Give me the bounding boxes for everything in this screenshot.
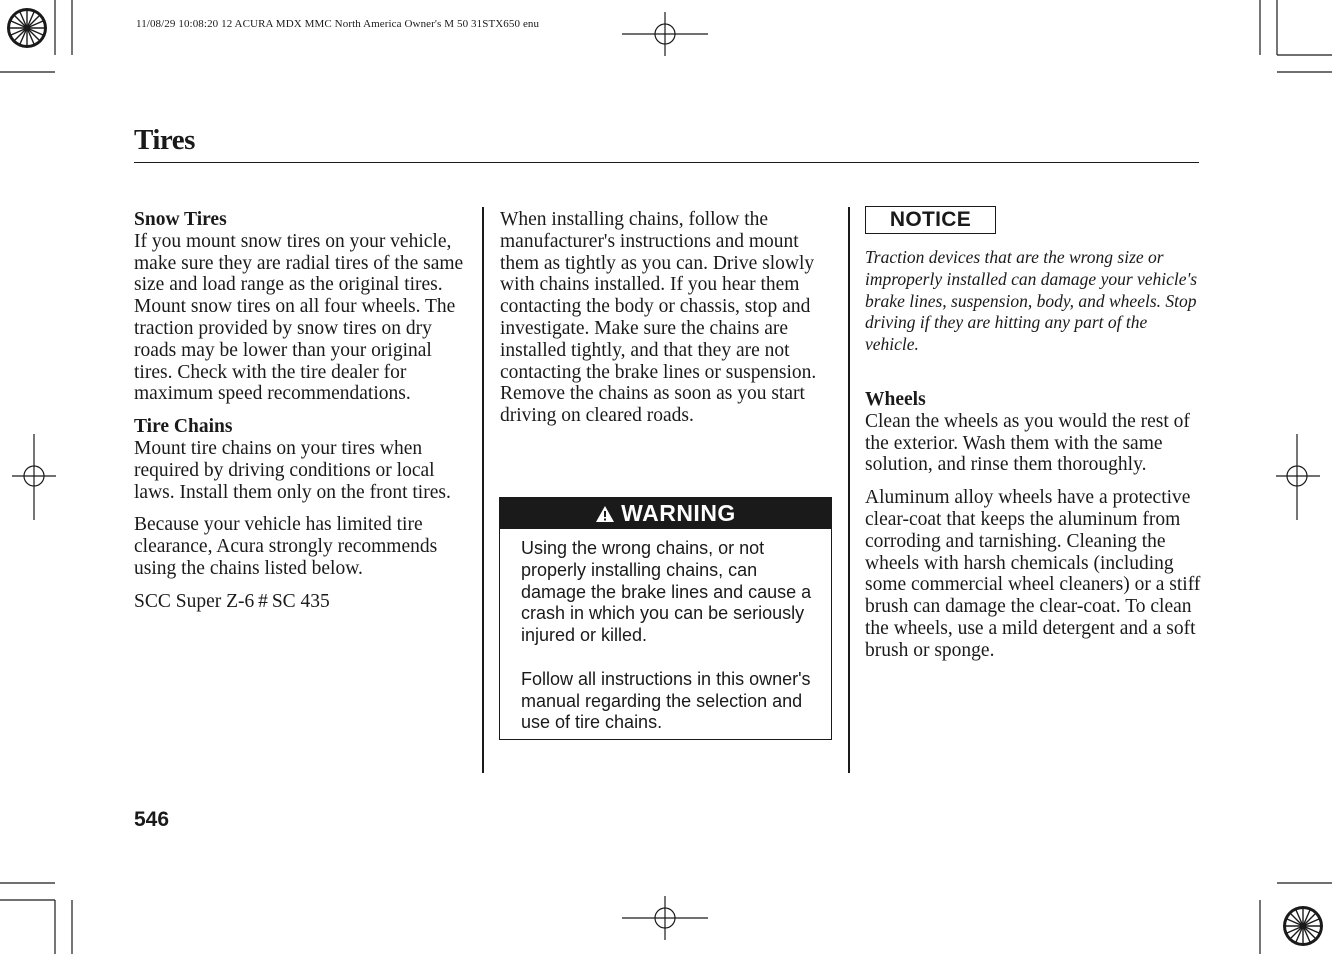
notice-label: NOTICE (865, 206, 996, 234)
install-chains-paragraph: When installing chains, follow the manufacturer's instructions and mount them as tightly as you can. Drive slowly with chains installed. If you hear them contacting the body or chassis, stop and investigate. Make sure the chains are installed tightly, and that they are not contacting the brake lines or suspension. Remove the chains as soon as you start driving on cleared roads. (500, 209, 817, 427)
warning-body (500, 529, 831, 734)
column-divider-1 (482, 207, 484, 773)
title-rule (134, 162, 1199, 163)
print-job-header: 11/08/29 10:08:20 12 ACURA MDX MMC North America Owner's M 50 31STX650 enu (136, 18, 540, 30)
wheels-body-1: Clean the wheels as you would the rest of the exterior. Wash them with the same solution, and rinse them thoroughly. (865, 410, 1190, 476)
tire-chains-body: Mount tire chains on your tires when required by driving conditions or local laws. Install them only on the front tires. (134, 437, 451, 503)
notice-text: Traction devices that are the wrong size or improperly installed can damage your vehicle's brake lines, suspension, body, and wheels. Stop driving if they are hitting any part of the vehicle. (865, 247, 1198, 355)
warning-text-2: Follow all instructions in this owner's manual regarding the selection and use of tire chains. (521, 668, 811, 733)
wheels-heading: Wheels (865, 389, 926, 410)
starburst-mark-top-left (7, 8, 47, 48)
starburst-mark-bottom-right (1283, 906, 1323, 946)
tire-chains-section (134, 416, 474, 503)
warning-box (499, 497, 832, 740)
warning-header (500, 498, 831, 529)
page-number: 546 (134, 808, 170, 831)
wheels-body-2: Aluminum alloy wheels have a protective clear-coat that keeps the aluminum from corroding and tarnishing. Cleaning the wheels with harsh chemicals (including some commercial wheel cleaners) or a stiff brush can damage the clear-coat. To clean the wheels, use a mild detergent and a soft brush or sponge. (865, 487, 1201, 661)
column-divider-2 (848, 207, 850, 773)
warning-text-1: Using the wrong chains, or not properly installing chains, can damage the brake lines and cause a crash in which you can be seriously injured or killed. (521, 538, 812, 646)
snow-tires-body: If you mount snow tires on your vehicle, make sure they are radial tires of the same size and load range as the original tires. Mount snow tires on all four wheels. The traction provided by snow tires on dry roads may be lower than your original tires. Check with the tire dealer for maximum speed recommendations. (134, 230, 464, 405)
column-left (134, 209, 474, 613)
chain-model: SCC Super Z-6 # SC 435 (134, 590, 330, 612)
warning-triangle-icon (595, 505, 615, 523)
snow-tires-section (134, 209, 474, 405)
clearance-paragraph: Because your vehicle has limited tire clearance, Acura strongly recommends using the chains listed below. (134, 514, 438, 579)
page-title: Tires (134, 124, 195, 156)
column-middle (500, 209, 830, 427)
wheels-section (865, 389, 1205, 662)
tire-chains-heading: Tire Chains (134, 416, 233, 438)
warning-label: WARNING (621, 500, 736, 526)
snow-tires-heading: Snow Tires (134, 209, 227, 230)
